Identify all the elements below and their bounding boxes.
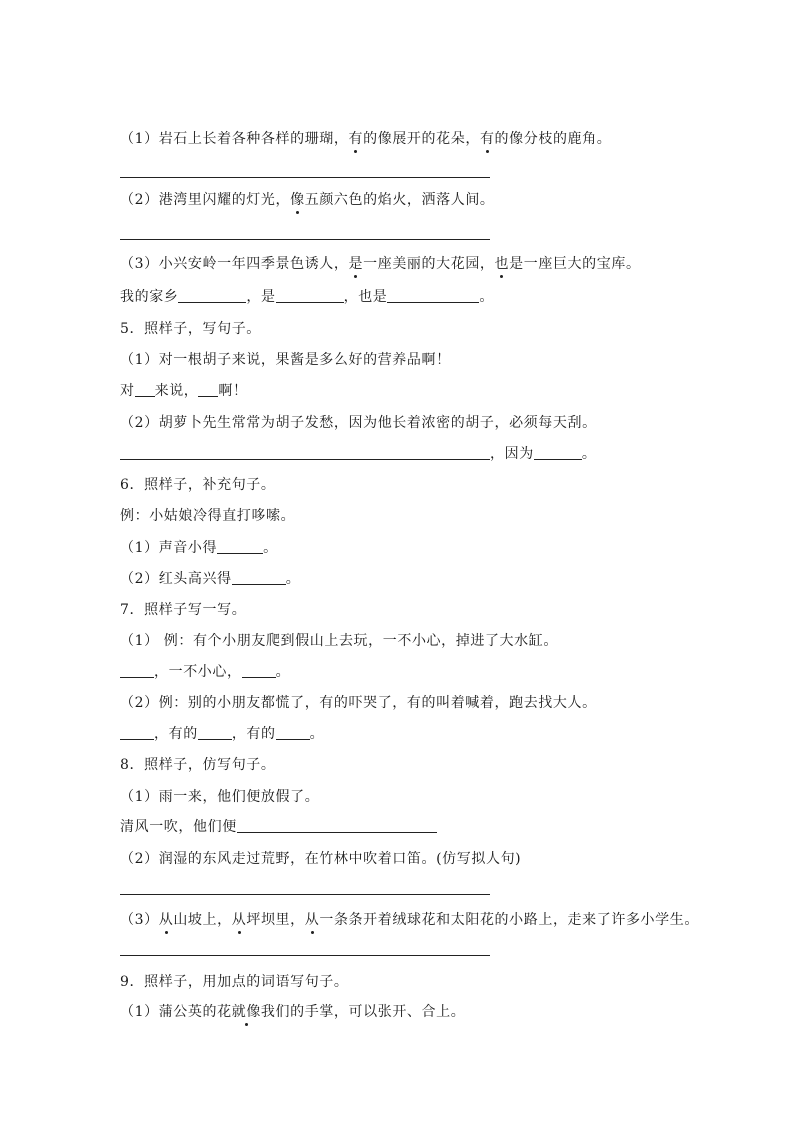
blank[interactable] (120, 663, 154, 678)
text: ，有的 (231, 726, 276, 742)
q8-sentence-1: （1）雨一来，他们便放假了。 (120, 789, 320, 805)
text: （3）小兴安岭一年四季景色诱人， (120, 256, 349, 272)
blank[interactable] (387, 288, 479, 303)
text: ，一不小心， (154, 664, 242, 680)
text: 。 (285, 571, 301, 587)
text: （1）岩石上长着各种各样的珊瑚， (120, 131, 349, 147)
text: 一条条开着绒球花和太阳花的小路上，走来了许多小学生。 (319, 912, 699, 928)
blank[interactable] (232, 570, 286, 585)
blank[interactable] (135, 382, 155, 397)
text: 是一座巨大的宝库。 (509, 256, 641, 272)
text: 的像展开的花朵， (363, 131, 480, 147)
q8-title: 8．照样子，仿写句子。 (120, 757, 276, 773)
text: （2）港湾里闪耀的灯光， (120, 192, 291, 208)
text: （3） (120, 912, 159, 928)
q6-item-2 (120, 570, 300, 588)
dotted-word: 也 (494, 256, 510, 272)
dotted-word: 像 (290, 192, 305, 208)
text: ，是 (246, 289, 276, 305)
text: ，因为 (490, 446, 534, 462)
text: （1）声音小得 (120, 540, 218, 556)
text: 对 (120, 383, 135, 399)
blank[interactable] (198, 725, 232, 740)
text: （1）蒲公英的花 (120, 1004, 232, 1020)
q9-title: 9．照样子，用加点的词语写句子。 (120, 974, 349, 990)
answer-line[interactable] (120, 239, 490, 240)
dotted-word: 有 (479, 131, 495, 147)
q4-sentence-2 (120, 191, 495, 209)
q4-fill-3 (120, 288, 494, 306)
dotted-word: 是 (348, 256, 364, 272)
blank[interactable] (534, 445, 582, 460)
q7-fill-2 (120, 725, 324, 743)
text: 的像分枝的鹿角。 (494, 131, 612, 147)
text: 。 (479, 289, 495, 305)
blank[interactable] (120, 445, 490, 460)
answer-line[interactable] (120, 177, 490, 178)
q6-item-1 (120, 539, 278, 557)
text: 。 (275, 664, 291, 680)
q5-sentence-2: （2）胡萝卜先生常常为胡子发愁，因为他长着浓密的胡子，必须每天刮。 (120, 415, 597, 431)
text: 。 (309, 726, 325, 742)
blank[interactable] (120, 725, 154, 740)
dotted-word: 从 (158, 912, 174, 928)
text: 清风一吹，他们便 (120, 819, 237, 835)
blank[interactable] (276, 725, 310, 740)
blank[interactable] (276, 288, 344, 303)
q8-sentence-2: （2）润湿的东风走过荒野，在竹林中吹着口笛。(仿写拟人句) (120, 851, 522, 867)
text: 坪坝里， (246, 912, 305, 928)
blank[interactable] (217, 539, 263, 554)
text: 。 (581, 446, 597, 462)
q4-sentence-1 (120, 130, 611, 148)
answer-line[interactable] (120, 955, 490, 956)
q8-sentence-3 (120, 911, 699, 929)
text: 山坡上， (173, 912, 232, 928)
dotted-word: 有 (348, 131, 364, 147)
q8-fill-1 (120, 818, 437, 836)
text: 。 (263, 540, 278, 556)
dotted-word: 从 (231, 912, 247, 928)
q5-sentence-1: （1）对一根胡子来说，果酱是多么好的营养品啊！ (120, 352, 451, 368)
blank[interactable] (198, 382, 218, 397)
answer-line[interactable] (120, 894, 490, 895)
text: 我们的手掌，可以张开、合上。 (260, 1004, 466, 1020)
q6-example: 例：小姑娘冷得直打哆嗦。 (120, 508, 296, 524)
q4-sentence-3 (120, 255, 641, 273)
text: 啊！ (218, 383, 248, 399)
text: （2）红头高兴得 (120, 571, 232, 587)
q6-title: 6．照样子，补充句子。 (120, 477, 276, 493)
blank[interactable] (178, 288, 246, 303)
text: ，有的 (154, 726, 198, 742)
q7-fill-1 (120, 663, 290, 681)
blank[interactable] (237, 818, 437, 833)
blank[interactable] (242, 663, 276, 678)
text: 来说， (154, 383, 199, 399)
text: 五颜六色的焰火，洒落人间。 (304, 192, 495, 208)
q5-title: 5．照样子，写句子。 (120, 321, 261, 337)
text: 我的家乡 (120, 289, 179, 305)
q5-fill-1 (120, 382, 248, 400)
q9-sentence-1 (120, 1003, 465, 1021)
dotted-word: 就像 (231, 1004, 261, 1020)
text: ，也是 (343, 289, 388, 305)
dotted-word: 从 (304, 912, 320, 928)
q7-sentence-1: （1） 例：有个小朋友爬到假山上去玩，一不小心，掉进了大水缸。 (120, 633, 558, 649)
q5-fill-2 (120, 445, 596, 463)
q7-sentence-2: （2）例：别的小朋友都慌了，有的吓哭了，有的叫着喊着，跑去找大人。 (120, 695, 597, 711)
q7-title: 7．照样子写一写。 (120, 602, 247, 618)
text: 一座美丽的大花园， (363, 256, 495, 272)
